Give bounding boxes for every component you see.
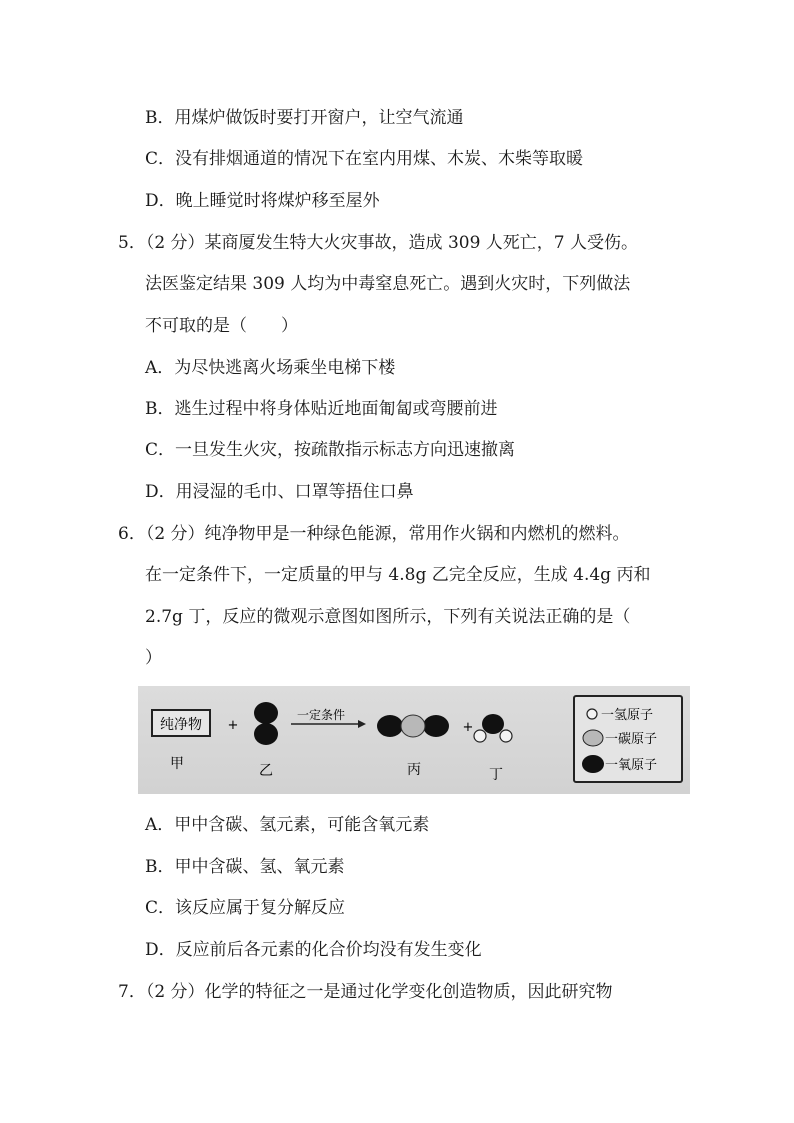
q6-stem-line2: 在一定条件下，一定质量的甲与 4.8g 乙完全反应，生成 4.4g 丙和 <box>145 565 651 585</box>
q6-stem-line1: 6．（2 分）纯净物甲是一种绿色能源，常用作火锅和内燃机的燃料。 <box>118 524 630 544</box>
q6-option-a: A．甲中含碳、氢元素，可能含氧元素 <box>145 815 430 835</box>
oxygen-atom-icon <box>482 714 504 734</box>
q6-stem-line4: ） <box>145 648 162 668</box>
q7-stem-line1: 7．（2 分）化学的特征之一是通过化学变化创造物质，因此研究物 <box>118 982 613 1002</box>
legend-carbon-icon <box>583 730 603 746</box>
q5-option-d: D．用浸湿的毛巾、口罩等捂住口鼻 <box>145 482 414 502</box>
q4-option-b: B．用煤炉做饭时要打开窗户，让空气流通 <box>145 108 464 128</box>
q5-stem-line2: 法医鉴定结果 309 人均为中毒窒息死亡。遇到火灾时，下列做法 <box>145 274 631 294</box>
oxygen-atom-icon <box>254 723 278 745</box>
legend-hydrogen-icon <box>587 709 597 719</box>
reaction-diagram <box>138 686 690 794</box>
legend-hydrogen-label: 一氢原子 <box>601 708 654 723</box>
q6-option-c: C．该反应属于复分解反应 <box>145 898 346 918</box>
oxygen-atom-icon <box>423 715 449 737</box>
label-bing: 丙 <box>407 762 421 778</box>
q6-stem-line3: 2.7g 丁，反应的微观示意图如图所示，下列有关说法正确的是（ <box>145 607 631 627</box>
condition-label: 一定条件 <box>296 708 346 722</box>
q5-option-c: C．一旦发生火灾，按疏散指示标志方向迅速撤离 <box>145 440 516 460</box>
oxygen-atom-icon <box>377 715 403 737</box>
label-ding: 丁 <box>489 767 503 783</box>
plus-sign-1: + <box>227 718 239 733</box>
q4-option-c: C．没有排烟通道的情况下在室内用煤、木炭、木柴等取暖 <box>145 149 584 169</box>
reaction-diagram-svg <box>138 686 690 794</box>
plus-sign-2: + <box>462 720 474 735</box>
legend-carbon-label: 一碳原子 <box>605 732 658 747</box>
reactant-jia-box-label: 纯净物 <box>160 717 202 733</box>
q6-option-d: D．反应前后各元素的化合价均没有发生变化 <box>145 940 482 960</box>
label-jia: 甲 <box>170 756 184 772</box>
q5-stem-line1: 5．（2 分）某商厦发生特大火灾事故，造成 309 人死亡，7 人受伤。 <box>118 233 639 253</box>
q5-option-a: A．为尽快逃离火场乘坐电梯下楼 <box>145 358 396 378</box>
q5-option-b: B．逃生过程中将身体贴近地面匍匐或弯腰前进 <box>145 399 498 419</box>
hydrogen-atom-icon <box>500 730 512 742</box>
legend-oxygen-icon <box>582 755 604 773</box>
legend-oxygen-label: 一氧原子 <box>605 758 658 773</box>
hydrogen-atom-icon <box>474 730 486 742</box>
q5-stem-line3: 不可取的是（ ） <box>145 316 298 336</box>
label-yi: 乙 <box>259 763 273 779</box>
carbon-atom-icon <box>401 715 425 737</box>
q6-option-b: B．甲中含碳、氢、氧元素 <box>145 857 345 877</box>
oxygen-atom-icon <box>254 702 278 724</box>
reaction-arrow-head-icon <box>358 720 366 728</box>
q4-option-d: D．晚上睡觉时将煤炉移至屋外 <box>145 191 380 211</box>
